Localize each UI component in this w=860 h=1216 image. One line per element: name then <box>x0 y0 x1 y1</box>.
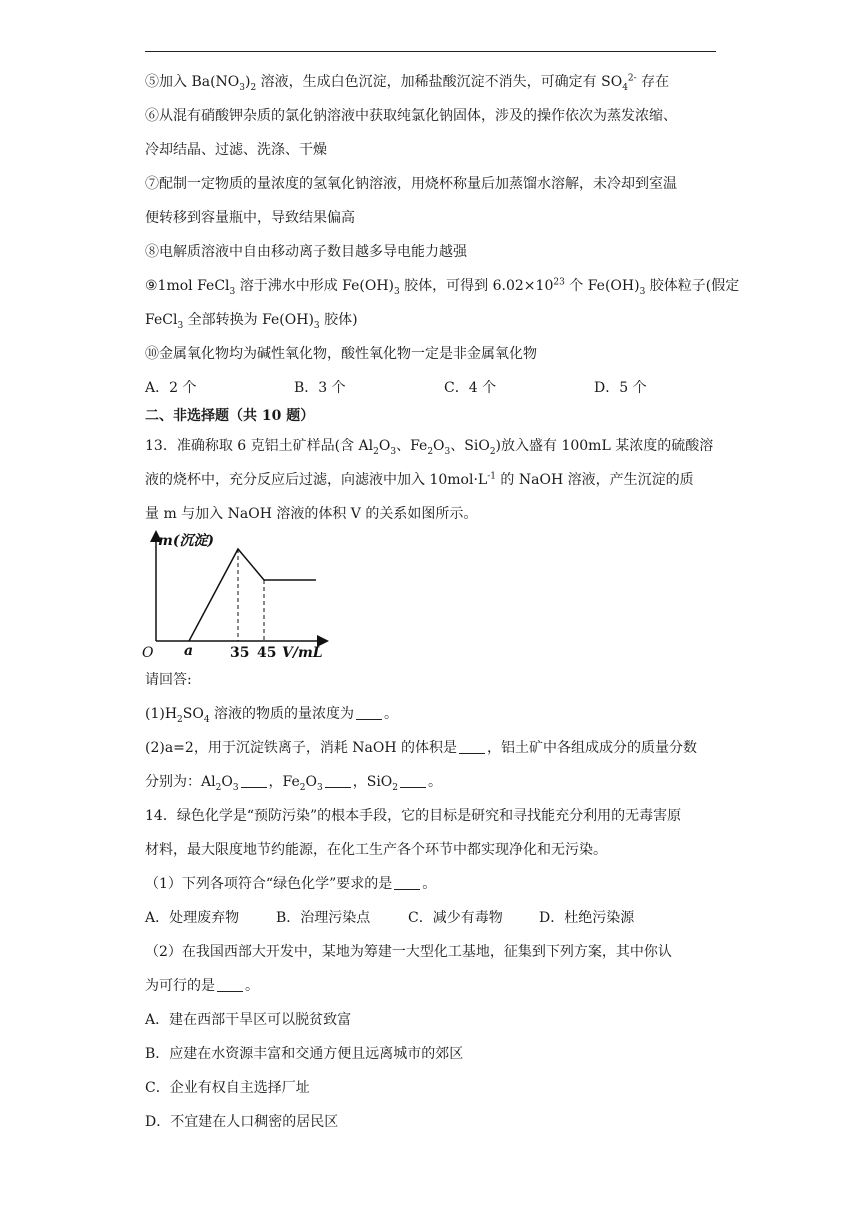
statement-5: ⑤加入 $Ba(NO_3)_2$ 溶液，生成白色沉淀，加稀盐酸沉淀不消失，可确定有 $SO_4^{2-}$ 存在 <box>145 73 670 93</box>
q14-2-option-a[interactable]: A．建在西部干旱区可以脱贫致富 <box>145 1012 352 1028</box>
answer-blank[interactable] <box>325 773 351 788</box>
statement-7-line2: 便转移到容量瓶中，导致结果偏高 <box>145 210 355 226</box>
q13-line1: 13．准确称取 6 克铝土矿样品(含 $Al_2O_3$、$Fe_2O_3$、SiO$_2$)放入盛有 100mL 某浓度的硫酸溶 <box>145 438 714 457</box>
q14-sub2-line2: 为可行的是 。 <box>145 978 259 994</box>
q13-part1: $(1)H_2SO_4$ 溶液的物质的量浓度为 。 <box>145 706 399 725</box>
x-tick-a: a <box>184 643 194 659</box>
q14-sub1: （1）下列各项符合“绿色化学”要求的是 。 <box>145 876 437 892</box>
q13-line2: 液的烧杯中，充分反应后过滤，向滤液中加入 $10mol\cdot L^{-1}$ 的 NaOH 溶液，产生沉淀的质 <box>145 471 694 488</box>
q14-1-option-b[interactable]: B．治理污染点 <box>276 910 371 926</box>
statement-7-line1: ⑦配制一定物质的量浓度的氢氧化钠溶液，用烧杯称量后加蒸馏水溶解，未冷却到室温 <box>145 176 677 192</box>
header-rule <box>145 51 716 52</box>
origin-label: O <box>142 645 154 661</box>
section-title: 二、非选择题（共 10 题） <box>145 408 315 424</box>
precipitate-volume-chart <box>140 527 336 663</box>
q13-line3: 量 m 与加入 NaOH 溶液的体积 V 的关系如图所示。 <box>145 506 478 522</box>
series-line <box>189 549 316 641</box>
q14-2-option-c[interactable]: C．企业有权自主选择厂址 <box>145 1080 310 1096</box>
q13-part2: (2)a=2，用于沉淀铁离子，消耗 NaOH 的体积是 ，铝土矿中各组成成分的质量分数 <box>145 740 697 756</box>
answer-blank[interactable] <box>400 773 426 788</box>
answer-prompt: 请回答: <box>145 672 192 688</box>
statement-6-line2: 冷却结晶、过滤、洗涤、干燥 <box>145 142 327 158</box>
statement-6-line1: ⑥从混有硝酸钾杂质的氯化钠溶液中获取纯氯化钠固体，涉及的操作依次为蒸发浓缩、 <box>145 108 677 124</box>
statement-9-line2: FeCl$_3$ 全部转换为 $Fe(OH)_3$ 胶体) <box>145 312 358 331</box>
q14-1-option-c[interactable]: C．减少有毒物 <box>408 910 503 926</box>
q14-1-option-a[interactable]: A．处理废弃物 <box>145 910 240 926</box>
q14-line1: 14．绿色化学是“预防污染”的根本手段，它的目标是研究和寻找能充分利用的无毒害原 <box>145 808 682 824</box>
q14-line2: 材料，最大限度地节约能源，在化工生产各个环节中都实现净化和无污染。 <box>145 842 607 858</box>
q12-option-b[interactable]: B．3 个 <box>294 380 346 396</box>
q12-option-d[interactable]: D．5 个 <box>594 380 647 396</box>
x-axis-label: V/mL <box>282 645 323 661</box>
statement-10: ⑩金属氧化物均为碱性氧化物，酸性氧化物一定是非金属氧化物 <box>145 346 537 362</box>
statement-9-line1: ⑨1mol FeCl$_3$ 溶于沸水中形成 $Fe(OH)_3$ 胶体，可得到 $6.02\times 10^{23}$ 个 $Fe(OH)_3$ 胶体粒子(假定 <box>145 277 740 297</box>
x-tick-35: 35 <box>230 645 250 661</box>
q13-part2-cont: 分别为：$Al_2O_3$ ，$Fe_2O_3$ ，SiO$_2$ 。 <box>145 774 443 793</box>
q12-option-a[interactable]: A．2 个 <box>145 380 197 396</box>
q12-option-c[interactable]: C．4 个 <box>444 380 497 396</box>
q14-2-option-d[interactable]: D．不宜建在人口稠密的居民区 <box>145 1114 339 1130</box>
q14-sub2-line1: （2）在我国西部大开发中，某地为筹建一大型化工基地，征集到下列方案，其中你认 <box>145 944 672 960</box>
statement-8: ⑧电解质溶液中自由移动离子数目越多导电能力越强 <box>145 244 467 260</box>
answer-blank[interactable] <box>241 773 267 788</box>
y-axis-label: m(沉淀) <box>158 533 215 549</box>
answer-blank[interactable] <box>217 977 243 992</box>
q14-2-option-b[interactable]: B．应建在水资源丰富和交通方便且远离城市的郊区 <box>145 1046 464 1062</box>
q14-1-option-d[interactable]: D．杜绝污染源 <box>539 910 635 926</box>
answer-blank[interactable] <box>459 739 485 754</box>
answer-blank[interactable] <box>394 875 420 890</box>
x-tick-45: 45 <box>257 645 277 661</box>
answer-blank[interactable] <box>356 705 382 720</box>
